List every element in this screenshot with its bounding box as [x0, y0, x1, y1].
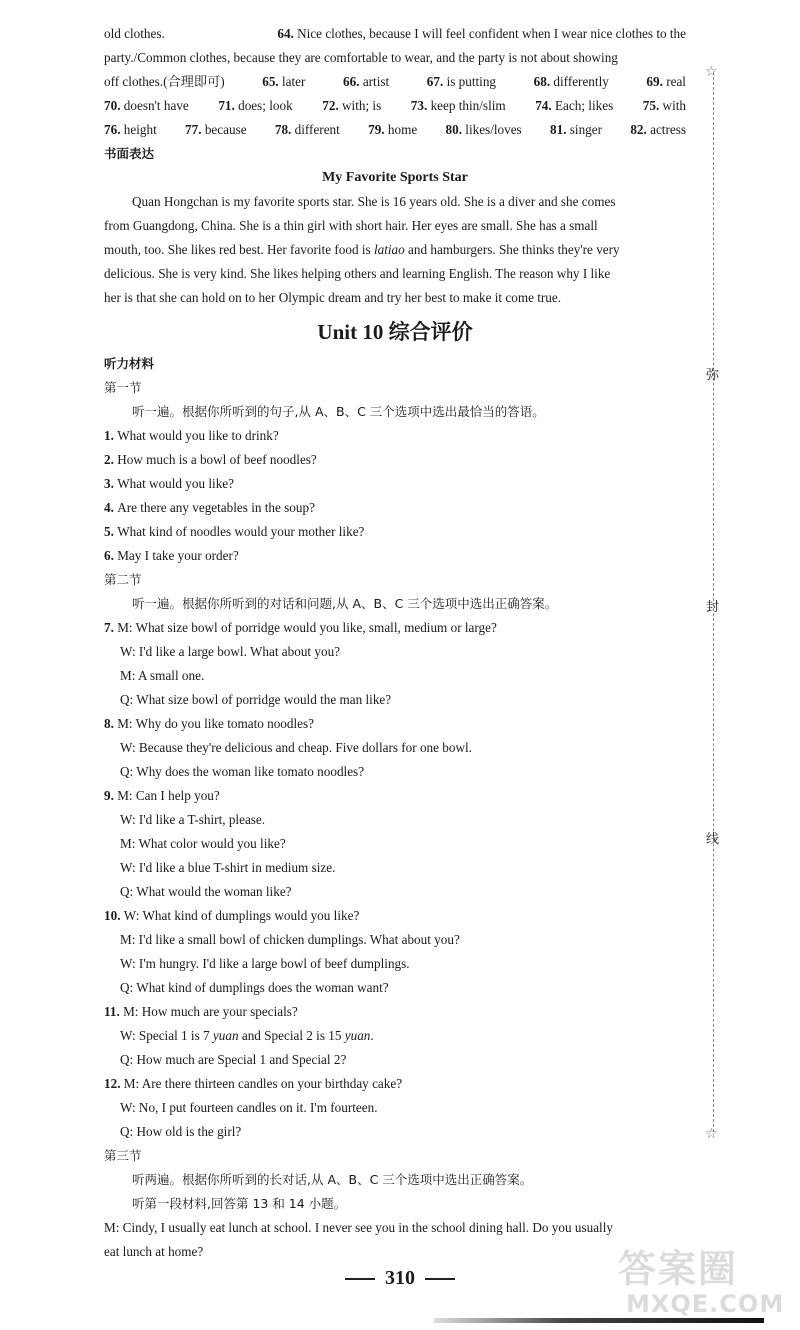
dialogue-text: Q: How much are Special 1 and Special 2? [120, 1052, 347, 1067]
dialogue-text: Q: What size bowl of porridge would the man like? [120, 692, 392, 707]
answer-number: 75. [642, 98, 663, 113]
question-number: 1. [104, 428, 118, 443]
page-content [104, 22, 686, 1264]
dialogue-text: M: How much are your specials? [123, 1004, 298, 1019]
question-item [104, 472, 686, 496]
dialogue-line [104, 664, 686, 688]
watermark-url: MXQE.COM [626, 1290, 785, 1318]
dialogue-text: M: Why do you like tomato noodles? [117, 716, 315, 731]
dialogue-line [104, 712, 686, 736]
answer-number: 70. [104, 98, 124, 113]
answer-item [646, 70, 686, 94]
answer-item [643, 94, 686, 118]
answer-text: is putting [446, 74, 497, 89]
margin-char-xian: 线 [706, 832, 720, 847]
dialogue-text: W: What kind of dumplings would you like? [123, 908, 360, 923]
answer-item [104, 70, 225, 94]
section2-label: 第二节 [104, 572, 142, 587]
dialogue-line: eat lunch at home? [104, 1244, 204, 1259]
section2-instruction: 听一遍。根据你所听到的对话和问题,从 A、B、C 三个选项中选出正确答案。 [132, 596, 558, 611]
star-icon: ☆ [705, 1126, 718, 1142]
answer-text: artist [362, 74, 390, 89]
answer-number: 72. [322, 98, 343, 113]
dialogue-text: W: Special 1 is 7 yuan and Special 2 is 15 yuan. [120, 1028, 374, 1043]
dialogue-text: Q: What kind of dumplings does the woman want? [120, 980, 389, 995]
answer-number: 69. [646, 74, 667, 89]
watermark-text: 答案圈 [618, 1247, 739, 1291]
dialogue-text: Q: How old is the girl? [120, 1124, 242, 1139]
answer-item [630, 118, 686, 142]
answer-text: doesn't have [123, 98, 189, 113]
dialogue-line [104, 640, 686, 664]
answer-number: 73. [410, 98, 431, 113]
dialogue-text: W: I'd like a blue T-shirt in medium size. [120, 860, 336, 875]
answer-key-block [104, 22, 686, 142]
answer-item [368, 118, 417, 142]
essay-line: her is that she can hold on to her Olympic dream and try her best to make it come true. [104, 290, 562, 305]
answer-item [104, 46, 618, 70]
answer-line [104, 22, 686, 46]
answer-number: 80. [445, 122, 466, 137]
dialogue-text: M: What size bowl of porridge would you like, small, medium or large? [117, 620, 497, 635]
question-number: 5. [104, 524, 118, 539]
answer-item [185, 118, 247, 142]
answer-item [550, 118, 602, 142]
dialogue-text: W: I'd like a large bowl. What about you? [120, 644, 341, 659]
dialogue-text: Q: Why does the woman like tomato noodles? [120, 764, 365, 779]
dialogue-line [104, 1072, 686, 1096]
question-number: 4. [104, 500, 118, 515]
dialogue-text: M: A small one. [120, 668, 205, 683]
answer-text: keep thin/slim [430, 98, 506, 113]
answer-item [427, 70, 496, 94]
dialogue-line [104, 1024, 686, 1048]
italic-word: yuan [344, 1028, 371, 1043]
answer-item [104, 118, 157, 142]
answer-item [535, 94, 613, 118]
answer-line [104, 94, 686, 118]
section3-instruction: 听两遍。根据你所听到的长对话,从 A、B、C 三个选项中选出正确答案。 [132, 1172, 533, 1187]
dialogue-line [104, 688, 686, 712]
essay-italic-word: latiao [373, 242, 405, 257]
margin-char-mi: 弥 [706, 368, 720, 383]
answer-item [277, 22, 686, 46]
dialogue-line [104, 784, 686, 808]
answer-text: because [204, 122, 247, 137]
question-item [104, 520, 686, 544]
dialogue-text: M: Are there thirteen candles on your birthday cake? [123, 1076, 403, 1091]
answer-text: likes/loves [465, 122, 522, 137]
dialogue-text: W: Because they're delicious and cheap. Five dollars for one bowl. [120, 740, 472, 755]
dialogue-number: 8. [104, 716, 118, 731]
dialogue-line [104, 976, 686, 1000]
italic-word: yuan [212, 1028, 239, 1043]
dialogue-text: M: Can I help you? [117, 788, 220, 803]
answer-number: 76. [104, 122, 124, 137]
answer-number: 79. [368, 122, 388, 137]
essay-title: My Favorite Sports Star [322, 170, 468, 185]
question-text: What would you like? [117, 476, 235, 491]
question-item [104, 544, 686, 568]
answer-number: 74. [535, 98, 555, 113]
question-item [104, 496, 686, 520]
writing-label: 书面表达 [104, 146, 155, 161]
section1-items [104, 424, 686, 568]
answer-number: 68. [533, 74, 554, 89]
question-number: 3. [104, 476, 118, 491]
dialogue-line: M: Cindy, I usually eat lunch at school. I never see you in the school dining hall. Do you usually [104, 1220, 613, 1235]
answer-text: actress [650, 122, 686, 137]
answer-item [322, 94, 381, 118]
question-text: May I take your order? [117, 548, 239, 563]
answer-text: Each; likes [554, 98, 614, 113]
dialogue-line [104, 928, 686, 952]
dialogue-line [104, 904, 686, 928]
answer-item [262, 70, 305, 94]
section3-sub-instruction: 听第一段材料,回答第 13 和 14 小题。 [132, 1196, 347, 1211]
answer-item [104, 94, 189, 118]
dialogue-text: W: I'm hungry. I'd like a large bowl of beef dumplings. [120, 956, 410, 971]
answer-item [446, 118, 522, 142]
dialogue-text: W: I'd like a T-shirt, please. [120, 812, 266, 827]
dialogue-line [104, 952, 686, 976]
answer-item [534, 70, 609, 94]
answer-text: height [123, 122, 157, 137]
answer-number: 78. [274, 122, 295, 137]
section3-dialogue [104, 1216, 686, 1264]
dialogue-line [104, 880, 686, 904]
answer-text: home [387, 122, 418, 137]
question-item [104, 448, 686, 472]
question-text: Are there any vegetables in the soup? [117, 500, 315, 515]
page-number-text: 310 [385, 1267, 415, 1289]
question-text: What would you like to drink? [117, 428, 279, 443]
dialogue-number: 9. [104, 788, 118, 803]
dialogue-text: M: What color would you like? [120, 836, 286, 851]
dialogue-line [104, 1000, 686, 1024]
essay-line: delicious. She is very kind. She likes helping others and learning English. The reason why I like [104, 266, 611, 281]
question-item [104, 424, 686, 448]
dialogue-line [104, 808, 686, 832]
answer-item [218, 94, 292, 118]
essay-paragraph [104, 190, 686, 310]
listening-label: 听力材料 [104, 356, 155, 371]
essay-line: from Guangdong, China. She is a thin girl with short hair. Her eyes are small. She has a small [104, 218, 598, 233]
answer-number: 64. [277, 26, 298, 41]
answer-number: 82. [630, 122, 651, 137]
essay-line: mouth, too. She likes red best. Her favorite food is latiao and hamburgers. She thinks they're very [104, 242, 620, 257]
section1-label: 第一节 [104, 380, 142, 395]
question-text: What kind of noodles would your mother like? [117, 524, 365, 539]
answer-text: real [666, 74, 686, 89]
dialogue-text: W: No, I put fourteen candles on it. I'm fourteen. [120, 1100, 378, 1115]
answer-number: 81. [550, 122, 570, 137]
answer-text: later [282, 74, 306, 89]
answer-item [275, 118, 340, 142]
margin-char-feng: 封 [706, 600, 720, 615]
dialogue-number: 12. [104, 1076, 124, 1091]
essay-line: Quan Hongchan is my favorite sports star. She is 16 years old. She is a diver and she comes [132, 194, 616, 209]
answer-text: off clothes.(合理即可) [104, 74, 225, 89]
question-text: How much is a bowl of beef noodles? [117, 452, 317, 467]
answer-item [343, 70, 389, 94]
answer-text: party./Common clothes, because they are comfortable to wear, and the party is not about showing [104, 50, 618, 65]
dialogue-line [104, 760, 686, 784]
question-number: 6. [104, 548, 118, 563]
answer-number: 67. [426, 74, 447, 89]
watermark-logo [618, 1238, 788, 1324]
star-icon: ☆ [705, 64, 718, 80]
answer-text: does; look [238, 98, 293, 113]
section1-instruction: 听一遍。根据你所听到的句子,从 A、B、C 三个选项中选出最恰当的答语。 [132, 404, 545, 419]
answer-item [411, 94, 506, 118]
dialogue-line [104, 856, 686, 880]
dialogue-line [104, 736, 686, 760]
answer-number: 71. [218, 98, 239, 113]
dialogue-text: M: I'd like a small bowl of chicken dumplings. What about you? [120, 932, 460, 947]
answer-text: differently [553, 74, 609, 89]
section3-label: 第三节 [104, 1148, 142, 1163]
answer-line [104, 118, 686, 142]
answer-number: 66. [343, 74, 363, 89]
question-number: 2. [104, 452, 118, 467]
dialogue-number: 10. [104, 908, 124, 923]
answer-text: with [662, 98, 686, 113]
answer-text: old clothes. [104, 26, 165, 41]
answer-text: singer [569, 122, 603, 137]
section2-dialogues [104, 616, 686, 1144]
answer-item [104, 22, 165, 46]
dialogue-number: 7. [104, 620, 118, 635]
dialogue-text: Q: What would the woman like? [120, 884, 292, 899]
answer-line [104, 46, 686, 70]
dialogue-line [104, 616, 686, 640]
answer-text: Nice clothes, because I will feel confident when I wear nice clothes to the [297, 26, 686, 41]
dialogue-number: 11. [104, 1004, 124, 1019]
answer-number: 77. [185, 122, 205, 137]
unit-title: Unit 10 综合评价 [317, 320, 473, 344]
dialogue-line [104, 1096, 686, 1120]
dialogue-line [104, 1120, 686, 1144]
answer-text: different [294, 122, 340, 137]
dialogue-line [104, 1048, 686, 1072]
dialogue-line [104, 832, 686, 856]
answer-line [104, 70, 686, 94]
answer-text: with; is [342, 98, 382, 113]
answer-number: 65. [262, 74, 282, 89]
